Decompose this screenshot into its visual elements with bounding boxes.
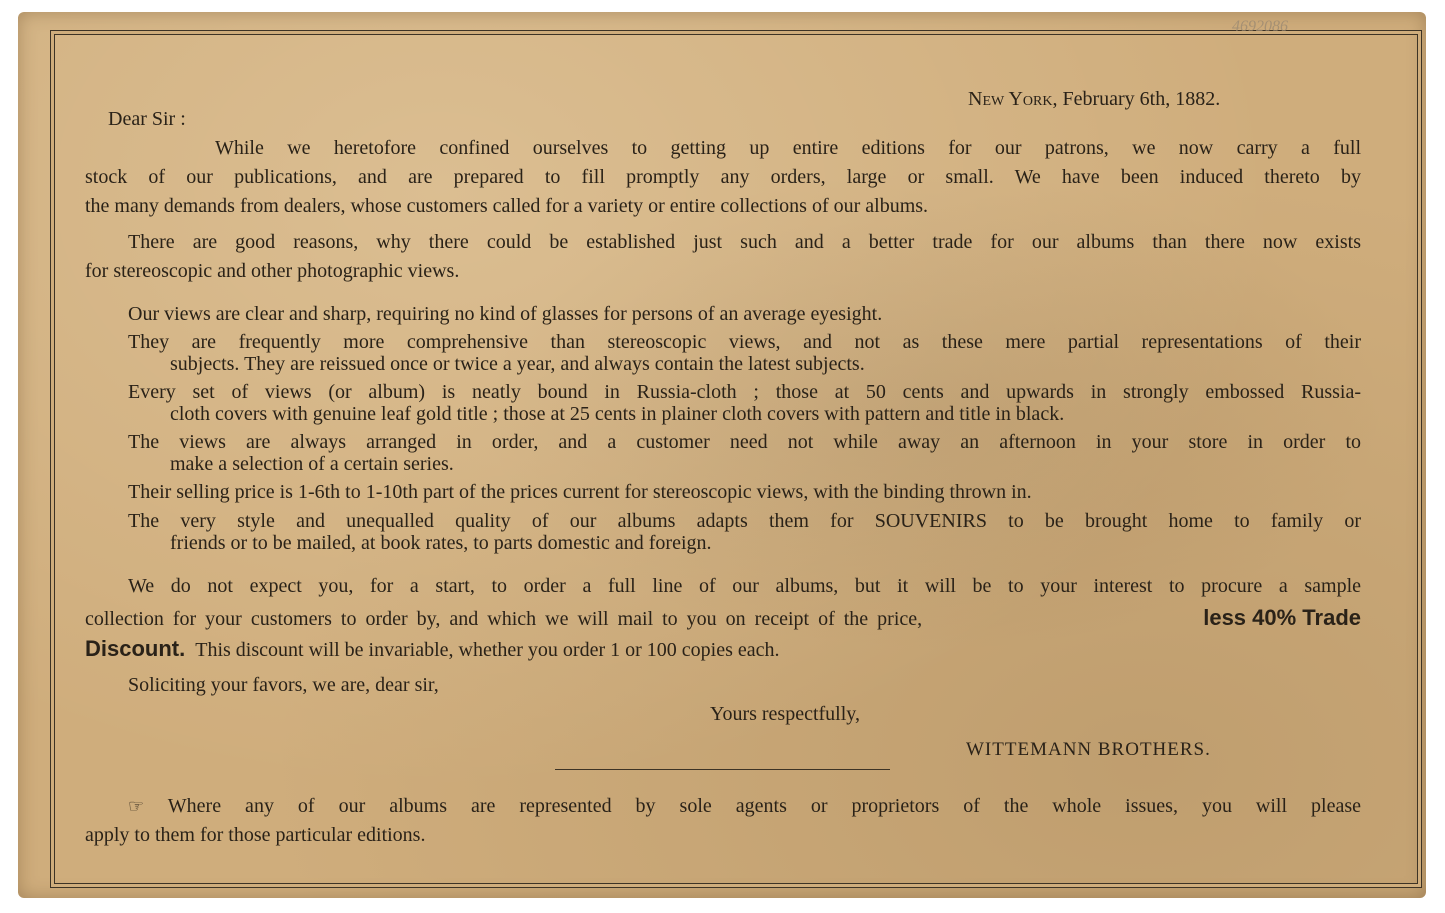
footnote-line-1-text: Where any of our albums are represented by sole agents or proprietors of the whole issues, you will please	[167, 795, 1362, 817]
salutation: Dear Sir :	[108, 108, 186, 130]
date-text: , February 6th, 1882.	[1052, 88, 1221, 110]
point-6-line-1: The very style and unequalled quality of our albums adapts them for SOUVENIRS to be brought home to family or	[128, 510, 1361, 532]
date-line	[968, 85, 1220, 114]
reference-number: 4692086	[1232, 18, 1288, 35]
paragraph-3-line-3-text: This discount will be invariable, whether you order 1 or 100 copies each.	[195, 639, 780, 661]
pointing-hand-icon: ☞	[128, 796, 145, 817]
paragraph-2-line-1: There are good reasons, why there could be established just such and a better trade for our albums than there now exists	[128, 231, 1361, 253]
paragraph-1-line-3: the many demands from dealers, whose customers called for a variety or entire collections of our albums.	[85, 195, 929, 217]
paragraph-2-line-2: for stereoscopic and other photographic views.	[85, 260, 460, 282]
point-6-line-2: friends or to be mailed, at book rates, to parts domestic and foreign.	[170, 532, 712, 554]
footnote-line-2: apply to them for those particular editions.	[85, 824, 426, 846]
point-4-line-1: The views are always arranged in order, and a customer need not while away an afternoon in your store in order to	[128, 431, 1361, 453]
place-name: New York	[968, 88, 1053, 110]
paragraph-1-line-2: stock of our publications, and are prepared to fill promptly any orders, large or small. We have been induced thereto by	[85, 166, 1361, 188]
point-1: Our views are clear and sharp, requiring no kind of glasses for persons of an average eyesight.	[128, 303, 883, 325]
paragraph-4: Soliciting your favors, we are, dear sir,	[128, 674, 439, 696]
point-3-line-1: Every set of views (or album) is neatly bound in Russia-cloth ; those at 50 cents and upwards in strongly embossed Russia-	[128, 381, 1361, 403]
discount-emphasis-2: Discount.	[85, 636, 186, 661]
discount-emphasis-1: less 40% Trade	[1203, 605, 1361, 630]
point-3-line-2: cloth covers with genuine leaf gold title ; those at 25 cents in plainer cloth covers with pattern and title in black.	[170, 403, 1065, 425]
divider-rule	[555, 769, 890, 770]
point-2-line-2: subjects. They are reissued once or twice a year, and always contain the latest subjects.	[170, 353, 865, 375]
footnote-line-1	[128, 792, 1361, 821]
paragraph-1-line-1: While we heretofore confined ourselves to getting up entire editions for our patrons, we now carry a full	[215, 137, 1361, 159]
point-2-line-1: They are frequently more comprehensive than stereoscopic views, and not as these mere partial representations of their	[128, 331, 1361, 353]
paragraph-3-line-1: We do not expect you, for a start, to order a full line of our albums, but it will be to your interest to procure a sample	[128, 575, 1361, 597]
paragraph-3-line-2	[85, 603, 1361, 634]
paragraph-3-line-2-text: collection for your customers to order by, and which we will mail to you on receipt of the price,	[85, 608, 923, 630]
closing: Yours respectfully,	[710, 703, 860, 725]
point-5: Their selling price is 1-6th to 1-10th part of the prices current for stereoscopic views, with the binding thrown in.	[128, 481, 1032, 503]
signature: WITTEMANN BROTHERS.	[966, 739, 1211, 760]
point-4-line-2: make a selection of a certain series.	[170, 453, 454, 475]
paragraph-3-line-3	[85, 634, 780, 665]
